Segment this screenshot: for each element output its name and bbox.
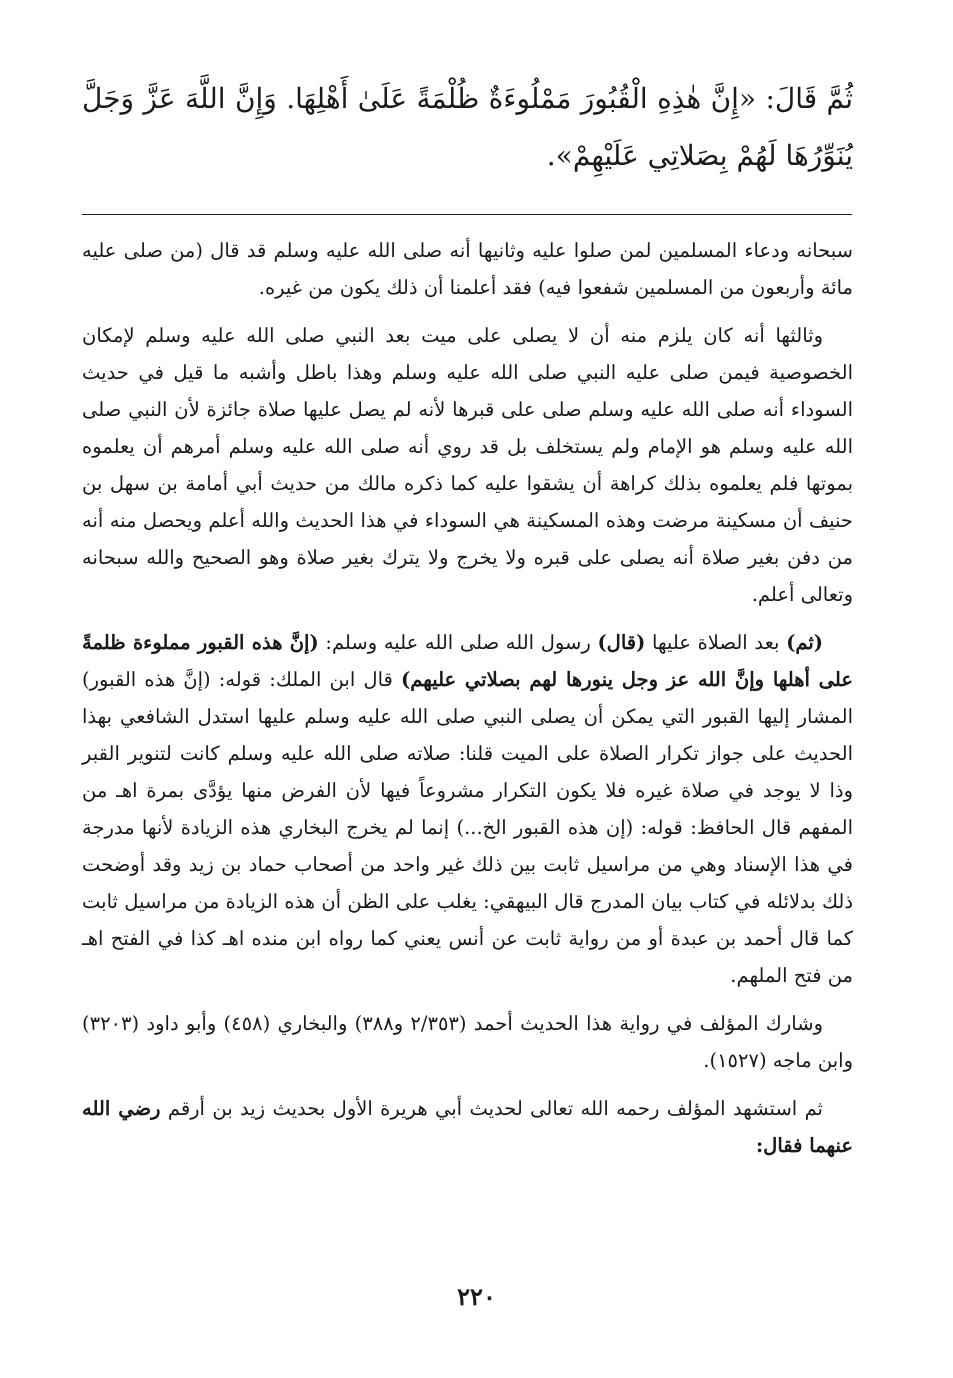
commentary-paragraph-4: وشارك المؤلف في رواية هذا الحديث أحمد (٢/٣٥٣ و٣٨٨) والبخاري (٤٥٨) وأبو داود (٣٢٠٣) وابن ماجه (١٥٢٧). — [82, 1012, 853, 1072]
bold-term-thumma: (ثم) — [786, 631, 823, 654]
commentary-paragraph-5 — [82, 1090, 853, 1164]
commentary-paragraph-3 — [82, 624, 853, 994]
hadith-text: ثُمَّ قَالَ: «إِنَّ هٰذِهِ الْقُبُورَ مَمْلُوءَةٌ ظُلْمَةً عَلَىٰ أَهْلِهَا. وَإِنَّ اللَّهَ عَزَّ وَجَلَّ يُنَوِّرُهَا لَهُمْ بِصَلاتِي عَلَيْهِمْ». — [82, 82, 853, 172]
bold-term-qala: (قال) — [597, 631, 646, 654]
commentary-paragraph-1: سبحانه ودعاء المسلمين لمن صلوا عليه وثانيها أنه صلى الله عليه وسلم قد قال (من صلى عليه مائة وأربعون من المسلمين شفعوا فيه) فقد أعلمنا أن ذلك يكون من غيره. — [82, 239, 853, 299]
commentary-text: قال ابن الملك: قوله: (إنَّ هذه القبور) المشار إليها القبور التي يمكن أن يصلى النبي صلى الله عليه وسلم عليها استدل الشافعي بهذا الحديث على جواز تكرار الصلاة على الميت قلنا: صلاته صلى الله عليه وسلم كانت لتنوير القبر وذا لا يوجد في صلاة غيره فلا يكون التكرار مشروعاً فيها لأن الفرض منها يؤدَّى بمرة اهـ من المفهم قال الحافظ: قوله: (إن هذه القبور الخ...) إنما لم يخرج البخاري هذه الزيادة لأنها مدرجة في هذا الإسناد وهي من مراسيل ثابت بين ذلك غير واحد من أصحاب حماد بن زيد وقد أوضحت ذلك بدلائله في كتاب بيان المدرج قال البيهقي: يغلب على الظن أن هذه الزيادة من مراسيل ثابت كما قال أحمد بن عبدة أو من رواية ثابت عن أنس يعني كما رواه ابن منده اهـ كذا في الفتح اهـ من فتح الملهم. — [82, 668, 853, 987]
hadith-block — [82, 70, 853, 184]
commentary-paragraph-2: وثالثها أنه كان يلزم منه أن لا يصلى على ميت بعد النبي صلى الله عليه وسلم لإمكان الخصوصية فيمن صلى عليه النبي صلى الله عليه وسلم وهذا باطل وأشبه ما قيل في حديث السوداء أنه صلى الله عليه وسلم صلى على قبرها لأنه لم يصل عليها صلاة جائزة لأن النبي صلى الله عليه وسلم هو الإمام ولم يستخلف بل قد روي أنه صلى الله عليه وسلم أمرهم أن يعلموه بموتها فلم يعلموه بذلك كراهة أن يشقوا عليه كما ذكره مالك من حديث أبي أمامة بن سهل بن حنيف أن مسكينة مرضت وهذه المسكينة هي السوداء في هذا الحديث والله أعلم ويحصل منه أنه من دفن بغير صلاة أنه يصلى على قبره ولا يخرج ولا يترك بغير صلاة وهو الصحيح والله سبحانه وتعالى أعلم. — [82, 324, 853, 606]
commentary-text: بعد الصلاة عليها — [645, 631, 787, 654]
commentary-text: رسول الله صلى الله عليه وسلم: — [318, 631, 598, 654]
commentary-text: ثم استشهد المؤلف رحمه الله تعالى لحديث أبي هريرة الأول بحديث زيد بن أرقم — [160, 1097, 823, 1120]
footnote-divider — [82, 214, 852, 215]
page-number: ٢٢٠ — [457, 1282, 496, 1311]
bold-hadith-quote: (إنَّ هذه القبور مملوءة ظلمةً على أهلها وإنَّ الله عز وجل ينورها لهم بصلاتي عليهم) — [82, 631, 854, 691]
commentary-section — [82, 232, 853, 1175]
bold-closing-phrase: رضي الله عنهما فقال: — [82, 1097, 853, 1157]
